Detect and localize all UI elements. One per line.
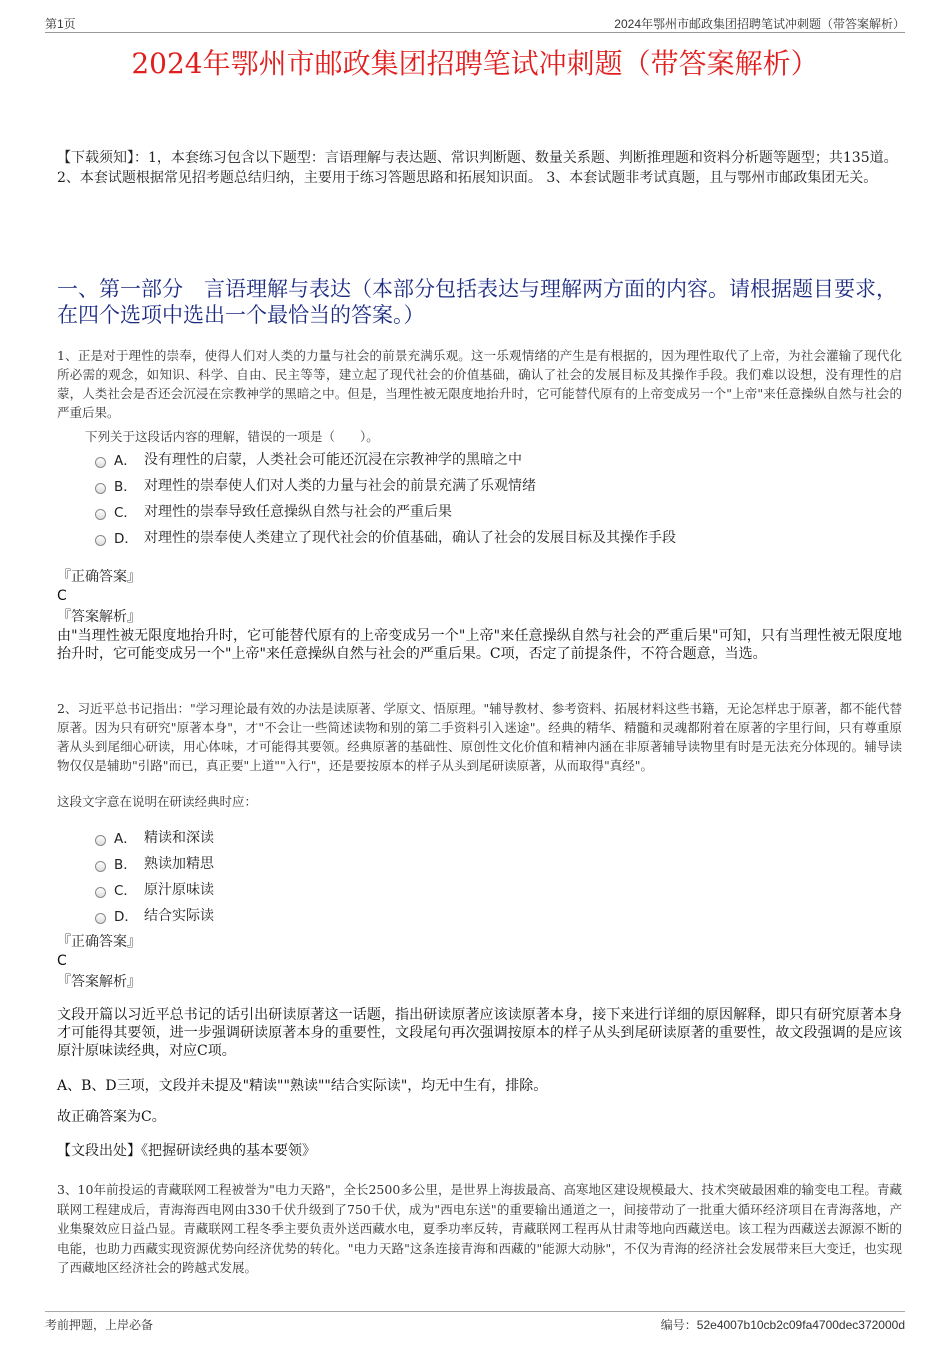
option-letter: C． xyxy=(114,505,137,521)
radio-button[interactable] xyxy=(95,483,106,494)
option-letter: B． xyxy=(114,857,137,873)
download-notice: 【下载须知】：1，本套练习包含以下题型：言语理解与表达题、常识判断题、数量关系题、判断推理题和资料分析题等题型；共135道。2、本套试题根据常见招考题总结归纳，主要用于练习答题思路和拓展知识面。 3、本套试题非考试真题，且与鄂州市邮政集团无关。 xyxy=(57,150,898,186)
page-number: 第1页 xyxy=(45,17,76,31)
radio-button[interactable] xyxy=(95,457,106,468)
question-1-answer xyxy=(57,568,902,663)
document-serial: 编号：52e4007b10cb2c09fa4700dec372000d xyxy=(660,1318,905,1332)
radio-button[interactable] xyxy=(95,535,106,546)
option-text: 没有理性的启蒙，人类社会可能还沉浸在宗教神学的黑暗之中 xyxy=(144,452,522,468)
option-text: 对理性的崇奉导致任意操纵自然与社会的严重后果 xyxy=(144,504,452,520)
question-2-answer xyxy=(57,933,902,992)
option-c[interactable] xyxy=(95,498,855,524)
page-header xyxy=(45,12,905,33)
option-letter: D． xyxy=(114,531,138,547)
section-title: 一、第一部分 言语理解与表达（本部分包括表达与理解两方面的内容。请根据题目要求，在四个选项中选出一个最恰当的答案。） xyxy=(57,277,897,327)
question-3-stem: 3、10年前投运的青藏联网工程被誉为"电力天路"，全长2500多公里，是世界上海拔最高、高寒地区建设规模最大、技术突破最困难的输变电工程。青藏联网工程建成后，青海海西电网由330千伏升级到了750千伏，成为"西电东送"的重要输出通道之一，间接带动了一批重大循环经济项目在青海落地，产业集聚效应日益凸显。青藏联网工程冬季主要负责外送西藏水电，夏季功率反转，青藏联网工程再从甘肃等地向西藏送电。该工程为西藏送去源源不断的电能，也助力西藏实现资源优势向经济优势的转化。"电力天路"这条连接青海和西藏的"能源大动脉"，不仅为青海的经济社会发展带来巨大变迁，也实现了西藏地区经济社会的跨越式发展。 xyxy=(57,1182,902,1275)
option-text: 熟读加精思 xyxy=(144,856,214,872)
option-letter: D． xyxy=(114,909,138,925)
running-title: 2024年鄂州市邮政集团招聘笔试冲刺题（带答案解析） xyxy=(614,17,905,31)
analysis-label: 『答案解析』 xyxy=(57,974,141,990)
option-letter: A． xyxy=(114,453,137,469)
page-footer xyxy=(45,1311,905,1336)
question-2-analysis-2: A、B、D三项，文段并未提及"精读""熟读""结合实际读"，均无中生有，排除。 xyxy=(57,1078,548,1094)
option-b[interactable] xyxy=(95,472,855,498)
question-2-prompt: 这段文字意在说明在研读经典时应： xyxy=(57,794,258,809)
option-d[interactable] xyxy=(95,902,855,928)
footer-slogan: 考前押题，上岸必备 xyxy=(45,1318,154,1332)
option-b[interactable] xyxy=(95,850,855,876)
question-1-stem: 1、正是对于理性的崇奉，使得人们对人类的力量与社会的前景充满乐观。这一乐观情绪的产生是有根据的，因为理性取代了上帝，为社会灌输了现代化所必需的观念，如知识、科学、自由、民主等等，建立起了现代社会的价值基础，确认了社会的发展目标及其操作手段。我们难以设想，没有理性的启蒙，人类社会是否还会沉浸在宗教神学的黑暗之中。但是，当理性被无限度地抬升时，它可能替代原有的上帝变成另一个"上帝"来任意操纵自然与社会的严重后果。 xyxy=(57,348,902,420)
option-letter: A． xyxy=(114,831,137,847)
option-letter: B． xyxy=(114,479,137,495)
option-c[interactable] xyxy=(95,876,855,902)
option-text: 结合实际读 xyxy=(144,908,214,924)
radio-button[interactable] xyxy=(95,861,106,872)
question-1-prompt: 下列关于这段话内容的理解，错误的一项是（ ）。 xyxy=(85,429,379,444)
option-text: 精读和深读 xyxy=(144,830,214,846)
option-text: 原汁原味读 xyxy=(144,882,214,898)
question-2-analysis-1: 文段开篇以习近平总书记的话引出研读原著这一话题，指出研读原著应该读原著本身，接下来进行详细的原因解释，即只有研究原著本身才可能得其要领，进一步强调研读原著本身的重要性，文段尾句再次强调按原本的样子从头到尾研读原著的重要性，故文段强调的是应该原汁原味读经典，对应C项。 xyxy=(57,1007,902,1059)
question-2-source: 【文段出处】《把握研读经典的基本要领》 xyxy=(57,1143,316,1159)
option-a[interactable] xyxy=(95,824,855,850)
correct-answer-label: 『正确答案』 xyxy=(57,569,141,585)
correct-answer: C xyxy=(57,953,67,969)
correct-answer-label: 『正确答案』 xyxy=(57,934,141,950)
question-2-analysis-3: 故正确答案为C。 xyxy=(57,1109,166,1125)
option-letter: C． xyxy=(114,883,137,899)
option-d[interactable] xyxy=(95,524,855,550)
question-1-options xyxy=(95,446,855,550)
radio-button[interactable] xyxy=(95,509,106,520)
question-2-options xyxy=(95,824,855,928)
option-a[interactable] xyxy=(95,446,855,472)
analysis-text: 由"当理性被无限度地抬升时，它可能替代原有的上帝变成另一个"上帝"来任意操纵自然与社会的严重后果"可知，只有当理性被无限度地抬升时，它可能变成另一个"上帝"来任意操纵自然与社会的严重后果。C项，否定了前提条件，不符合题意，当选。 xyxy=(57,628,902,662)
correct-answer: C xyxy=(57,588,67,604)
radio-button[interactable] xyxy=(95,835,106,846)
option-text: 对理性的崇奉使人类建立了现代社会的价值基础，确认了社会的发展目标及其操作手段 xyxy=(144,530,676,546)
document-title: 2024年鄂州市邮政集团招聘笔试冲刺题（带答案解析） xyxy=(131,47,819,80)
analysis-label: 『答案解析』 xyxy=(57,609,141,625)
radio-button[interactable] xyxy=(95,887,106,898)
radio-button[interactable] xyxy=(95,913,106,924)
option-text: 对理性的崇奉使人们对人类的力量与社会的前景充满了乐观情绪 xyxy=(144,478,536,494)
question-2-stem: 2、习近平总书记指出："学习理论最有效的办法是读原著、学原文、悟原理。"辅导教材、参考资料、拓展材料这些书籍，无论怎样忠于原著，都不能代替原著。因为只有研究"原著本身"，才"不会让一些简述读物和别的第二手资料引入迷途"。经典的精华、精髓和灵魂都附着在原著的字里行间，只有尊重原著从头到尾细心研读，用心体味，才可能得其要领。经典原著的基础性、原创性文化价值和精神内涵在非原著辅导读物里有时是无法充分体现的。辅导读物仅仅是辅助"引路"而已，真正要"上道""入行"，还是要按原本的样子从头到尾研读原著，从而取得"真经"。 xyxy=(57,701,902,773)
